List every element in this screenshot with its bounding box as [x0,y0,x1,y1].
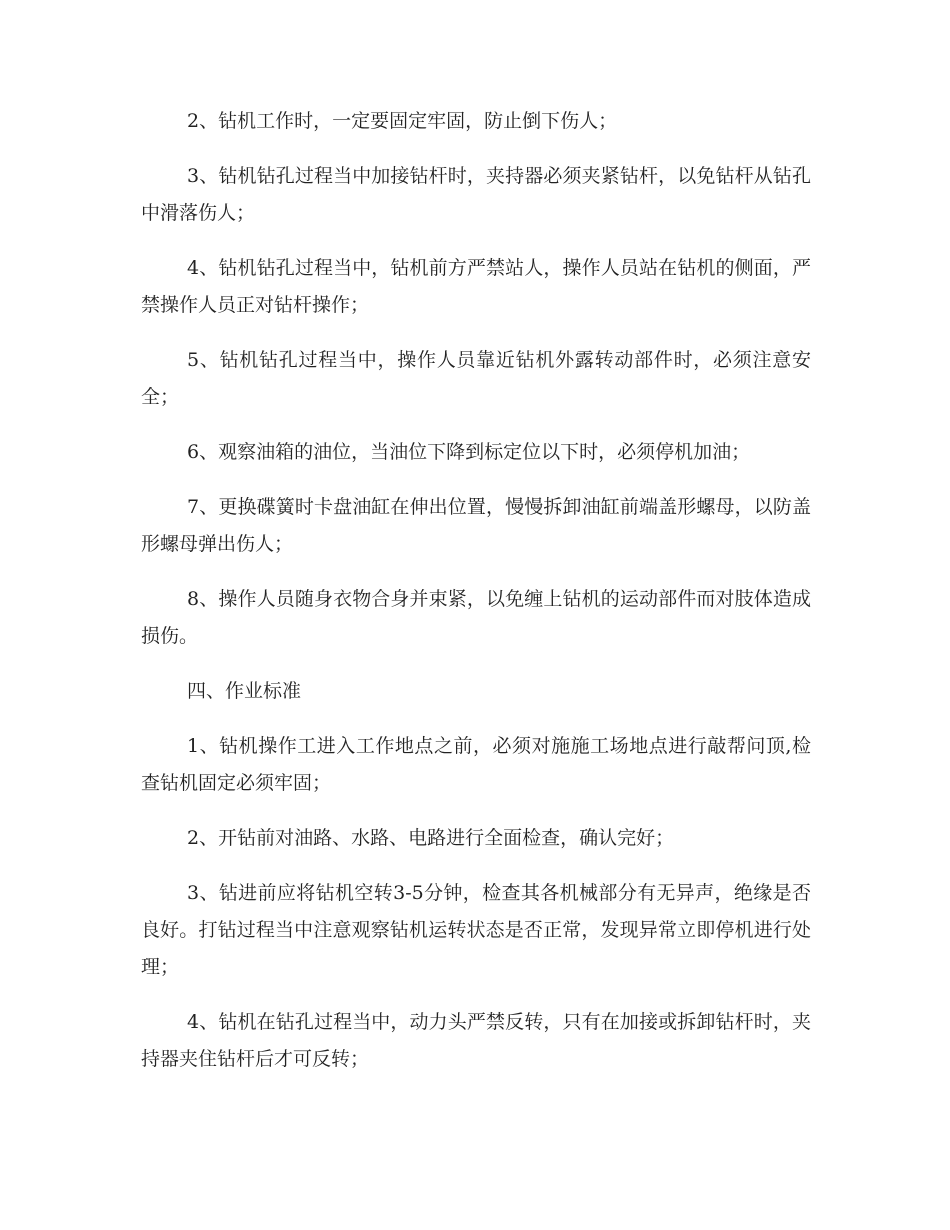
paragraph-item-3-add-rod: 3、钻机钻孔过程当中加接钻杆时，夹持器必须夹紧钻杆，以免钻杆从钻孔中滑落伤人； [141,165,811,224]
paragraph-item-8-clothing: 8、操作人员随身衣物合身并束紧，以免缠上钻机的运动部件而对肢体造成损伤。 [141,588,811,647]
section-heading-work-standard: 四、作业标准 [187,680,302,702]
document-body [141,103,811,1096]
standard-item-3-idle-run: 3、钻进前应将钻机空转3-5分钟，检查其各机械部分有无异声，绝缘是否良好。打钻过程当中注意观察钻机运转状态是否正常，发现异常立即停机进行处理； [141,882,811,978]
standard-item-1-site-check: 1、钻机操作工进入工作地点之前，必须对施施工场地点进行敲帮问顶,检查钻机固定必须牢固； [141,735,811,794]
paragraph-item-6-oil-level: 6、观察油箱的油位，当油位下降到标定位以下时，必须停机加油； [187,441,751,463]
paragraph-item-4-no-standing: 4、钻机钻孔过程当中，钻机前方严禁站人，操作人员站在钻机的侧面，严禁操作人员正对钻杆操作； [141,257,811,316]
paragraph-item-7-disc-spring: 7、更换碟簧时卡盘油缸在伸出位置，慢慢拆卸油缸前端盖形螺母，以防盖形螺母弹出伤人； [141,496,811,555]
paragraph-item-5-moving-parts: 5、钻机钻孔过程当中，操作人员靠近钻机外露转动部件时，必须注意安全； [141,349,811,408]
standard-item-2-pre-inspection: 2、开钻前对油路、水路、电路进行全面检查，确认完好； [187,827,675,849]
standard-item-4-no-reverse: 4、钻机在钻孔过程当中，动力头严禁反转，只有在加接或拆卸钻杆时，夹持器夹住钻杆后才可反转； [141,1011,811,1070]
paragraph-item-2-fix-drill: 2、钻机工作时，一定要固定牢固，防止倒下伤人； [187,110,618,132]
